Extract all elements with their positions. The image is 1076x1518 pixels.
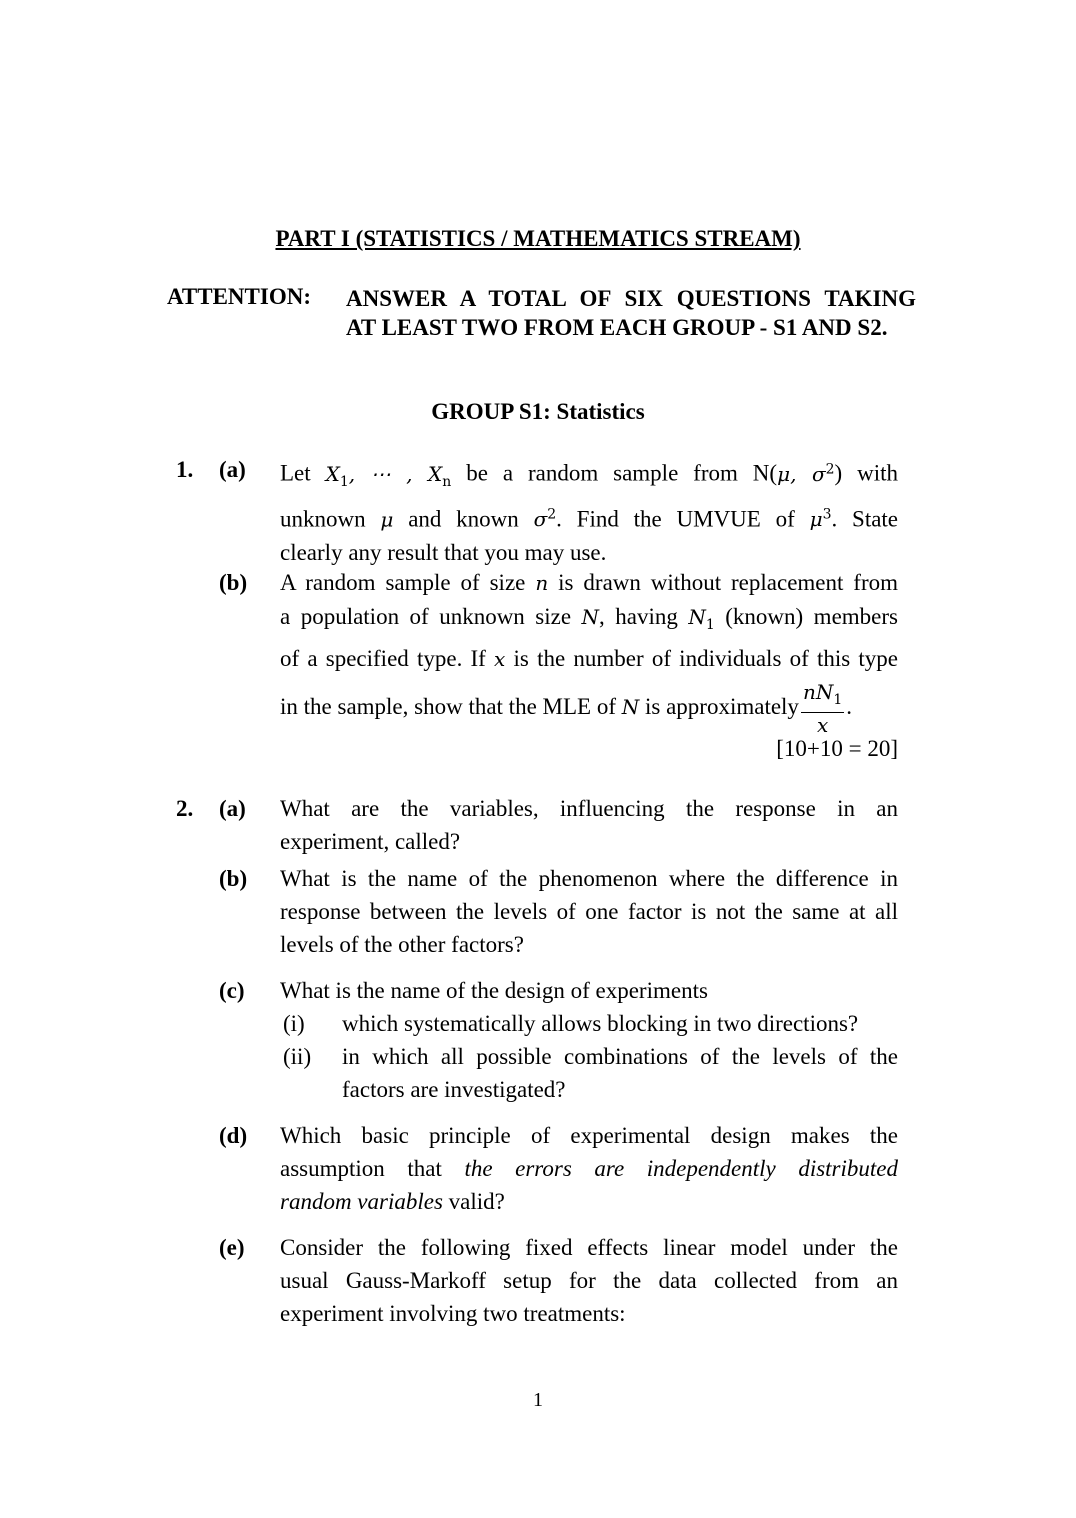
q2e-line-3: experiment involving two treatments: (280, 1301, 626, 1326)
part-label: (b) (219, 866, 248, 891)
q1b-line-2: a population of unknown size N, having $N_1$ (known) members (280, 604, 898, 633)
part-label: (e) (219, 1235, 245, 1260)
q1b-line-4: in the sample, show that the MLE of N is approximately $\frac{nN_1}{x}$ . (280, 680, 852, 737)
part-label: (a) (219, 796, 246, 821)
question-2b-text (280, 862, 898, 961)
question-number: 1. (176, 457, 194, 482)
fraction-nN1-over-x: $\frac{nN_1}{x}$ (802, 680, 843, 737)
group-title: GROUP S1: Statistics (431, 399, 645, 424)
subpart-label: (ii) (283, 1044, 312, 1069)
question-1b-text (280, 566, 898, 737)
q2b-line-3: levels of the other factors? (280, 932, 524, 957)
part-label: (c) (219, 978, 245, 1003)
question-2a-text (280, 792, 898, 858)
q1a-line-2: unknown μ and known $\sigma^2$. Find the UMVUE of $\mu^3$. State (280, 506, 899, 532)
q1b-line-1: A random sample of size n is drawn without replacement from (280, 570, 899, 595)
question-1a-text (280, 453, 898, 569)
q2a-line-2: experiment, called? (280, 829, 461, 854)
question-2e-text (280, 1231, 898, 1330)
subpart-text: in which all possible combinations of the levels of the factors are investigated? (342, 1044, 898, 1102)
q2b-line-2: response between the levels of one factor is not the same at all (280, 899, 898, 924)
part-label: (b) (219, 570, 248, 595)
part-label: (d) (219, 1123, 248, 1148)
q2e-line-1: Consider the following fixed effects linear model under the (280, 1235, 898, 1260)
subpart-text: which systematically allows blocking in two directions? (342, 1011, 859, 1036)
q2e-line-2: usual Gauss-Markoff setup for the data collected from an (280, 1268, 898, 1293)
page-title: PART I (STATISTICS / MATHEMATICS STREAM) (275, 226, 801, 251)
attention-label: ATTENTION: (167, 284, 311, 309)
attention-line-2: AT LEAST TWO FROM EACH GROUP - S1 AND S2. (346, 315, 888, 340)
q1a-line-1: Let $X_1$, ⋯ , $X_n$ be a random sample from N(μ, $\sigma^2$) with (280, 460, 898, 490)
q2a-line-1: What are the variables, influencing the response in an (280, 796, 898, 821)
attention-text (346, 284, 916, 342)
marks-allocation: [10+10 = 20] (776, 736, 898, 761)
q1b-line-3: of a specified type. If x is the number of individuals of this type (280, 646, 898, 671)
q2d-line-1: Which basic principle of experimental design makes the (280, 1123, 898, 1148)
question-number: 2. (176, 796, 194, 821)
q1a-line-3: clearly any result that you may use. (280, 540, 607, 566)
question-2d-text (280, 1119, 898, 1218)
question-2c-text (280, 974, 898, 1007)
q2d-line-3: random variables valid? (280, 1189, 505, 1214)
q2c-line-1: What is the name of the design of experiments (280, 978, 708, 1003)
part-label: (a) (219, 457, 246, 482)
q2d-line-2: assumption that the errors are independently distributed (280, 1156, 898, 1181)
attention-line-1: ANSWER A TOTAL OF SIX QUESTIONS TAKING (346, 286, 916, 311)
page-number: 1 (533, 1389, 543, 1411)
subpart-label: (i) (283, 1011, 305, 1036)
q2b-line-1: What is the name of the phenomenon where the difference in (280, 866, 898, 891)
